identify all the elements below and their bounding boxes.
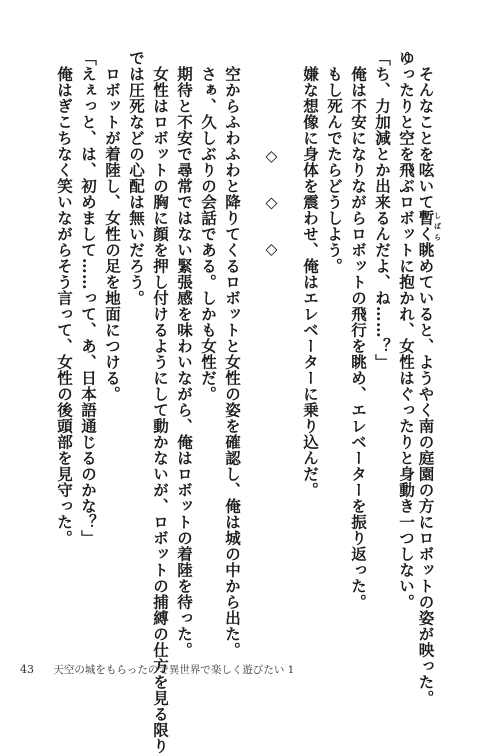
text-line-14: では圧死などの心配は無いだろう。	[127, 50, 146, 306]
ruby-word	[416, 210, 443, 242]
text-line-1-end: 眺めていると、ようやく南の庭園の方にロボットの姿が映った。	[416, 242, 436, 706]
text-line-13: 女性はロボットの胸に顔を押し付けるようにして動かないが、ロボットの捕縛の仕方を見る限り	[151, 66, 170, 754]
text-line-5: もし死んでたらどうしよう。	[325, 66, 344, 274]
text-line-1-start: そんなことを呟いて	[416, 66, 436, 210]
text-line-11: さぁ、久しぶりの会話である。しかも女性だ。	[199, 66, 218, 402]
text-line-1	[418, 50, 442, 706]
text-line-12: 期待と不安で尋常ではない緊張感を味わいながら、俺はロボットの着陸を待った。	[175, 66, 194, 658]
page-number: 43	[20, 663, 34, 676]
section-separator: ◇ ◇ ◇	[262, 146, 281, 264]
text-line-10: 空からふわふわと降りてくるロボットと女性の姿を確認し、俺は城の中から出た。	[223, 66, 242, 658]
ruby-base: 暫く	[416, 210, 436, 242]
text-line-16: 「えぇっと、は、初めまして……って、あ、日本語通じるのかな？」	[79, 50, 98, 546]
text-line-4: 俺は不安になりながらロボットの飛行を眺め、エレベーターを振り返った。	[349, 66, 368, 610]
book-title: 天空の城をもらったので異世界で楽しく遊びたい 1	[53, 664, 295, 676]
page-footer	[20, 662, 294, 677]
text-line-6: 嫌な想像に身体を震わせ、俺はエレベーターに乗り込んだ。	[301, 66, 320, 498]
ruby-reading: しばら	[433, 210, 443, 242]
text-line-17: 俺はぎこちなく笑いながらそう言って、女性の後頭部を見守った。	[55, 66, 74, 546]
text-line-15: ロボットが着陸し、女性の足を地面につける。	[103, 66, 122, 402]
text-line-3: 「ち、力加減とか出来るんだよ、ね……？」	[373, 50, 392, 370]
text-line-2: ゆったりと空を飛ぶロボットに抱かれ、女性はぐったりと身動き一つしない。	[397, 50, 416, 610]
